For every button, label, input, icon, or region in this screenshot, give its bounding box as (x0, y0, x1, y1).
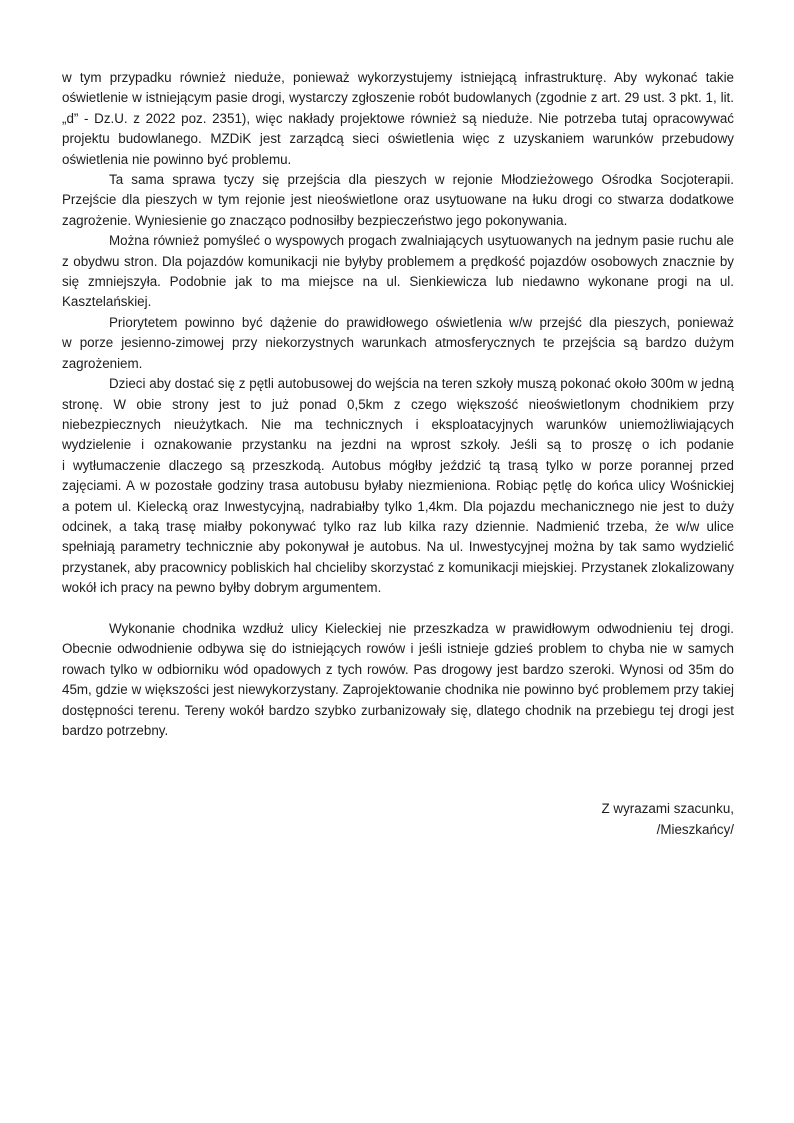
closing-block (62, 799, 734, 840)
closing-signature: /Mieszkańcy/ (656, 821, 734, 837)
closing-salutation: Z wyrazami szacunku, (601, 801, 734, 817)
paragraph-lighting-costs: w tym przypadku również nieduże, ponieważ wykorzystujemy istniejącą infrastrukturę. Aby wykonać takie oświetlenie w istniejącym pasie drogi, wystarczy zgłoszenie robót budowlanych (zgodnie z art. 29 ust. 3 pkt. 1, lit. „d” - Dz.U. z 2022 poz. 2351), więc nakłady projektowe również są nieduże. Nie potrzeba tutaj opracowywać projektu budowlanego. MZDiK jest zarządcą sieci oświetlenia więc z uzyskaniem warunków przebudowy oświetlenia nie powinno być problemu. (62, 70, 734, 167)
paragraph-bus-route: Dzieci aby dostać się z pętli autobusowej do wejścia na teren szkoły muszą pokonać około 300m w jedną stronę. W obie strony jest to już ponad 0,5km z czego większość nieoświetlonym chodnikiem przy niebezpiecznych nieużytkach. Nie ma technicznych i eksploatacyjnych warunków uniemożliwiających wydzielenie i oznakowanie przystanku na jezdni na wprost szkoły. Jeśli są to proszę o ich podanie i wytłumaczenie dlaczego są przeszkodą. Autobus mógłby jeździć tą trasą tylko w porze porannej przed zajęciami. A w pozostałe godziny trasa autobusu byłaby niezmieniona. Robiąc pętlę do końca ulicy Wośnickiej a potem ul. Kielecką oraz Inwestycyjną, nadrabiałby tylko 1,4km. Dla pojazdu mechanicznego nie jest to duży odcinek, a taką trasę miałby pokonywać tylko raz lub kilka razy dziennie. Nadmienić trzeba, że w/w ulice spełniają parametry technicznie aby pokonywał je autobus. Na ul. Inwestycyjnej można by tak samo wydzielić przystanek, aby pracownicy pobliskich hal chcieliby skorzystać z komunikacji miejskiej. Przystanek zlokalizowany wokół ich pracy na pewno byłby dobrym argumentem. (62, 376, 734, 596)
paragraph-crossing-socjoterapia: Ta sama sprawa tyczy się przejścia dla pieszych w rejonie Młodzieżowego Ośrodka Socjoterapii. Przejście dla pieszych w tym rejonie jest nieoświetlone oraz usytuowane na łuku drogi co stwarza dodatkowe zagrożenie. Wyniesienie go znacząco podnosiłby bezpieczeństwo jego pokonywania. (62, 172, 734, 228)
paragraph-sidewalk-kielecka: Wykonanie chodnika wzdłuż ulicy Kieleckiej nie przeszkadza w prawidłowym odwodnieniu tej drogi. Obecnie odwodnienie odbywa się do istniejących rowów i jeśli istnieje gdzieś problem to chyba nie w samych rowach tylko w odbiorniku wód opadowych z tych rowów. Pas drogowy jest bardzo szeroki. Wynosi od 35m do 45m, gdzie w większości jest niewykorzystany. Zaprojektowanie chodnika nie powinno być problemem przy takiej dostępności terenu. Tereny wokół bardzo szybko zurbanizowały się, dlatego chodnik na przebiegu tej drogi jest bardzo potrzebny. (62, 620, 734, 738)
paragraph-lighting-priority: Priorytetem powinno być dążenie do prawidłowego oświetlenia w/w przejść dla pieszych, ponieważ w porze jesienno-zimowej przy niekorzystnych warunkach atmosferycznych te przejścia są bardzo dużym zagrożeniem. (62, 314, 734, 371)
paragraph-speed-bumps: Można również pomyśleć o wyspowych progach zwalniających usytuowanych na jednym pasie ruchu ale z obydwu stron. Dla pojazdów komunikacji nie byłyby problemem a prędkość pojazdów osobowych znacznie by się zmniejszyła. Podobnie jak to ma miejsce na ul. Sienkiewicza lub niedawno wykonane progi na ul. Kasztelańskiej. (62, 233, 734, 310)
